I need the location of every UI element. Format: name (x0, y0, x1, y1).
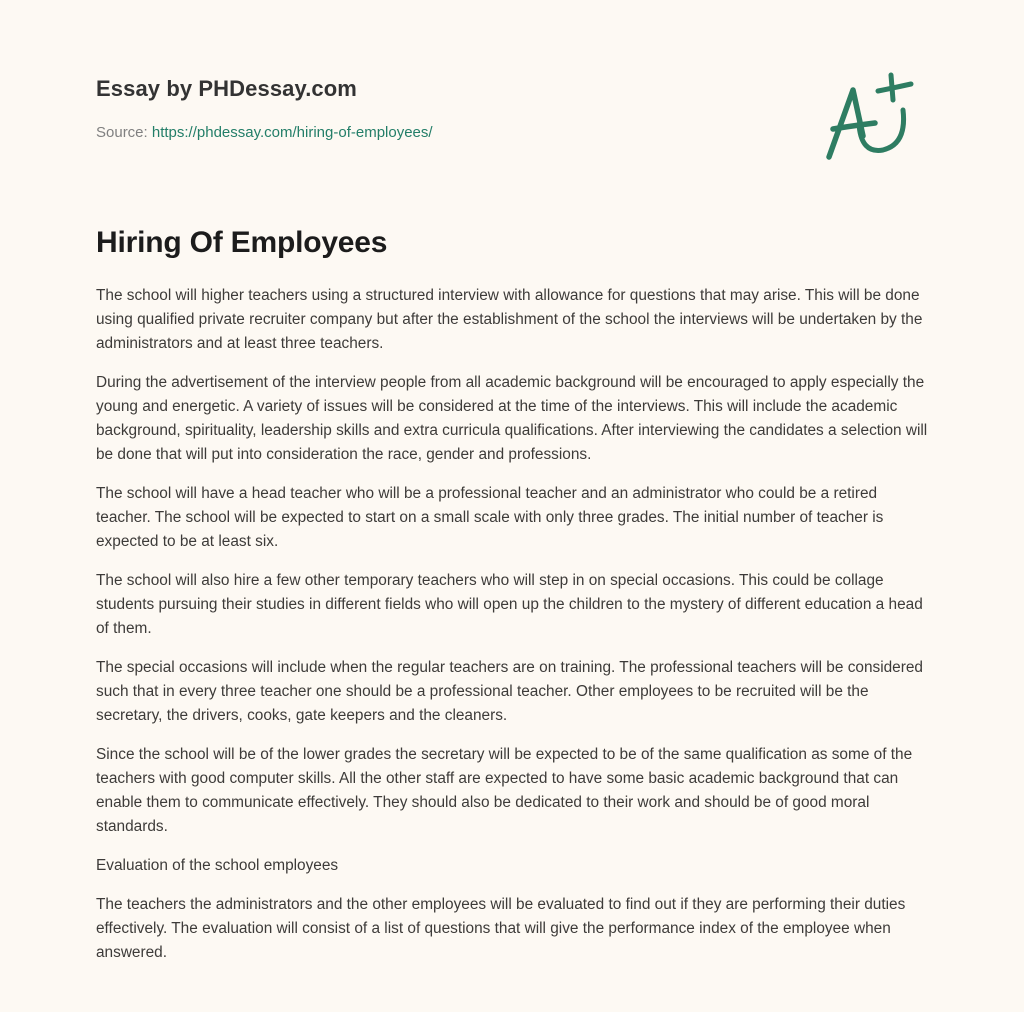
essay-title: Hiring Of Employees (96, 226, 388, 259)
source-label: Source: (96, 124, 152, 141)
paragraph: The school will higher teachers using a structured interview with allowance for questions that may arise. This will be done using qualified private recruiter company but after the establishment of the school the interviews will be undertaken by the administrators and at least three teachers. (96, 287, 923, 352)
source-link[interactable]: https://phdessay.com/hiring-of-employees/ (151, 124, 433, 141)
essay-page (96, 0, 936, 961)
essay-body (96, 284, 932, 980)
paragraph: The school will also hire a few other temporary teachers who will step in on special occasions. This could be collage students pursuing their studies in different fields who will open up the children to the mystery of different education a head of them. (96, 572, 923, 637)
section-subheading: Evaluation of the school employees (96, 857, 339, 874)
site-brand: Essay by PHDessay.com (96, 76, 357, 101)
paragraph: During the advertisement of the interview people from all academic background will be encouraged to apply especially the young and energetic. A variety of issues will be considered at the time of the interviews. This will include the academic background, spirituality, leadership skills and extra curricula qualifications. After interviewing the candidates a selection will be done that will put into consideration the race, gender and professions. (96, 374, 928, 463)
a-plus-grade-icon (823, 66, 927, 166)
page-header (96, 0, 936, 200)
paragraph: The teachers the administrators and the other employees will be evaluated to find out if they are performing their duties effectively. The evaluation will consist of a list of questions that will give the performance index of the employee when answered. (96, 896, 906, 961)
source-line (96, 124, 433, 141)
paragraph: Since the school will be of the lower grades the secretary will be expected to be of the same qualification as some of the teachers with good computer skills. All the other staff are expected to have some basic academic background that can enable them to communicate effectively. They should also be dedicated to their work and should be of good moral standards. (96, 746, 913, 835)
paragraph: The school will have a head teacher who will be a professional teacher and an administrator who could be a retired teacher. The school will be expected to start on a small scale with only three grades. The initial number of teacher is expected to be at least six. (96, 485, 884, 550)
paragraph: The special occasions will include when the regular teachers are on training. The professional teachers will be considered such that in every three teacher one should be a professional teacher. Other employees to be recruited will be the secretary, the drivers, cooks, gate keepers and the cleaners. (96, 659, 923, 724)
